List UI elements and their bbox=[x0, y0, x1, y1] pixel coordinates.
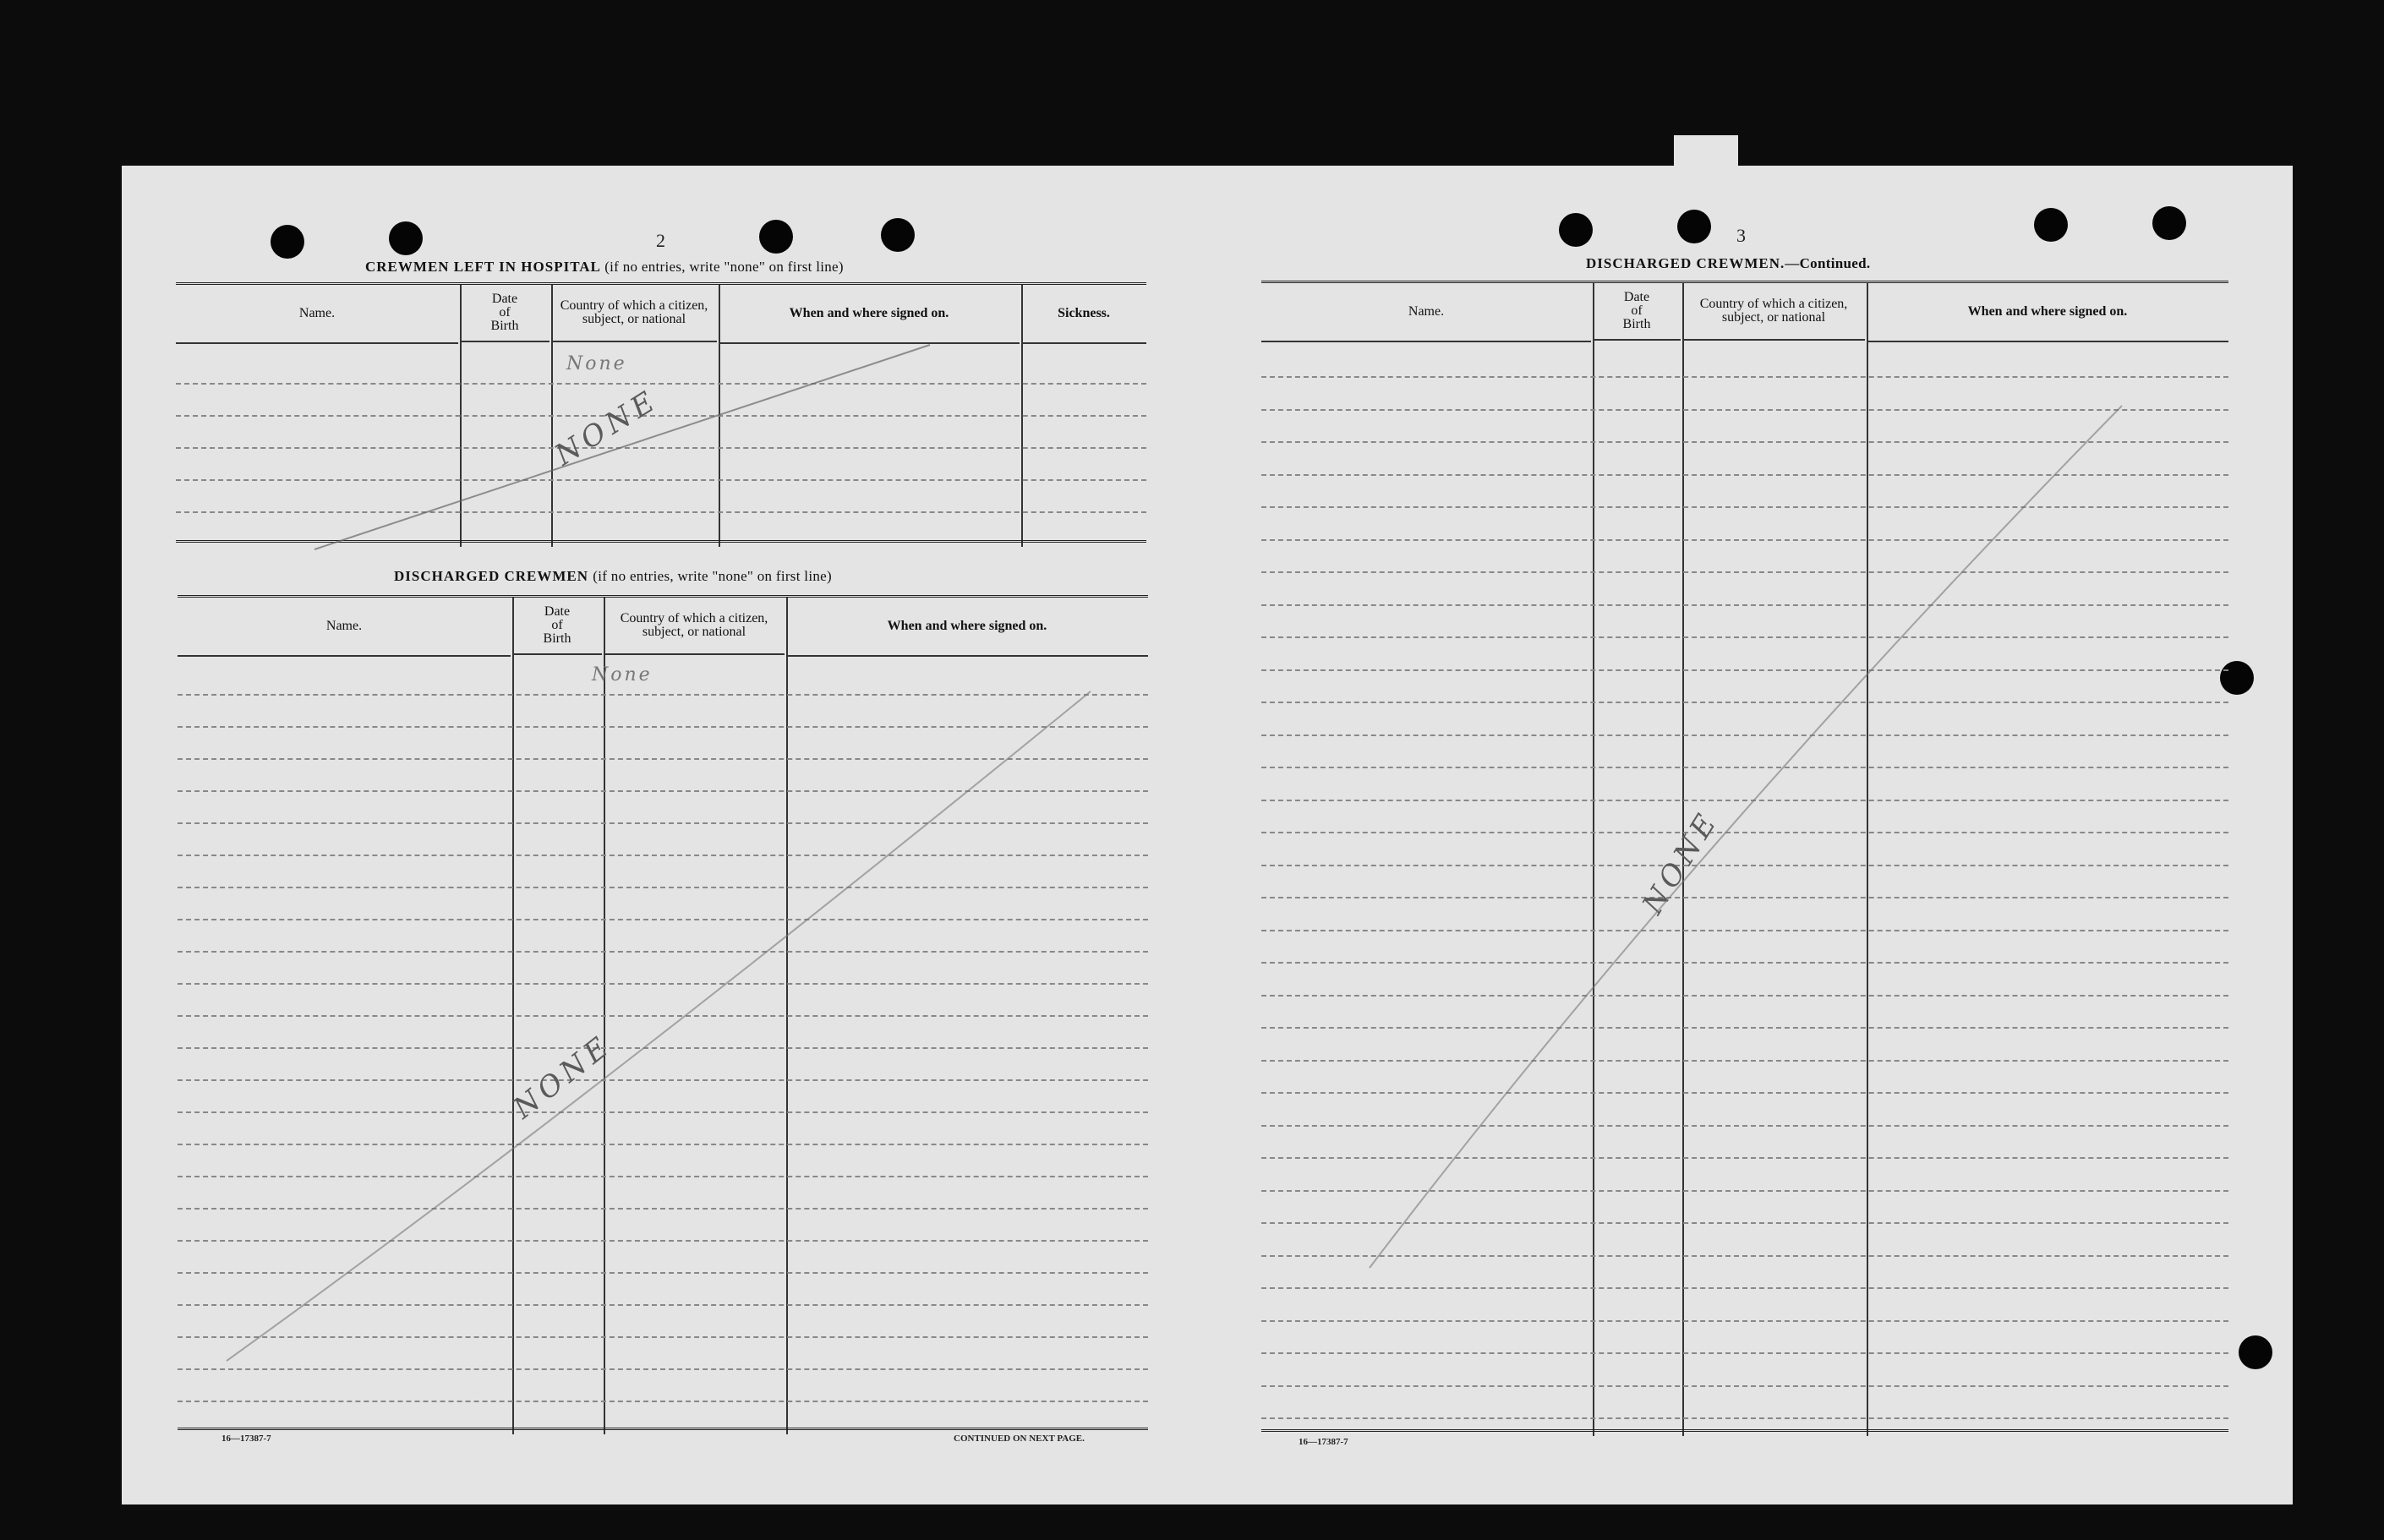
col-header-date-of-birth: Date of Birth bbox=[460, 285, 550, 342]
handwritten-none-4: NONE bbox=[506, 1028, 619, 1126]
right-title-suffix: —Continued. bbox=[1785, 255, 1871, 271]
col-header-name: Name. bbox=[1261, 283, 1591, 342]
page-number-right: 3 bbox=[1736, 225, 1746, 246]
hospital-title-text: CREWMEN LEFT IN HOSPITAL bbox=[365, 259, 600, 275]
continued-note: CONTINUED ON NEXT PAGE. bbox=[954, 1434, 1085, 1444]
hospital-title-note: (if no entries, write "none" on first line) bbox=[604, 259, 844, 275]
handwritten-none-1: None bbox=[566, 353, 627, 374]
col-header-name: Name. bbox=[178, 598, 511, 657]
col-header-country: Country of which a citizen, subject, or national bbox=[1682, 283, 1865, 341]
form-number-left: 16—17387-7 bbox=[221, 1434, 271, 1444]
discharged-title-note: (if no entries, write "none" on first line) bbox=[593, 568, 832, 584]
right-title-text: DISCHARGED CREWMEN. bbox=[1586, 255, 1785, 271]
col-header-date-of-birth: Date of Birth bbox=[512, 598, 602, 655]
col-header-signed-on: When and where signed on. bbox=[786, 598, 1148, 657]
handwritten-none-2: NONE bbox=[549, 382, 665, 472]
col-header-date-of-birth: Date of Birth bbox=[1593, 283, 1681, 341]
col-header-country: Country of which a citizen, subject, or national bbox=[604, 598, 785, 655]
col-header-signed-on: When and where signed on. bbox=[719, 285, 1020, 344]
handwritten-none-5: NONE bbox=[1636, 804, 1726, 920]
discharged-title-text: DISCHARGED CREWMEN bbox=[394, 568, 589, 584]
form-number-right: 16—17387-7 bbox=[1299, 1437, 1348, 1447]
handwritten-none-3: None bbox=[592, 664, 653, 685]
col-header-sickness: Sickness. bbox=[1021, 285, 1146, 344]
col-header-country: Country of which a citizen, subject, or national bbox=[551, 285, 717, 342]
col-header-signed-on: When and where signed on. bbox=[1867, 283, 2228, 342]
page-number-left: 2 bbox=[656, 230, 665, 251]
col-header-name: Name. bbox=[176, 285, 458, 344]
